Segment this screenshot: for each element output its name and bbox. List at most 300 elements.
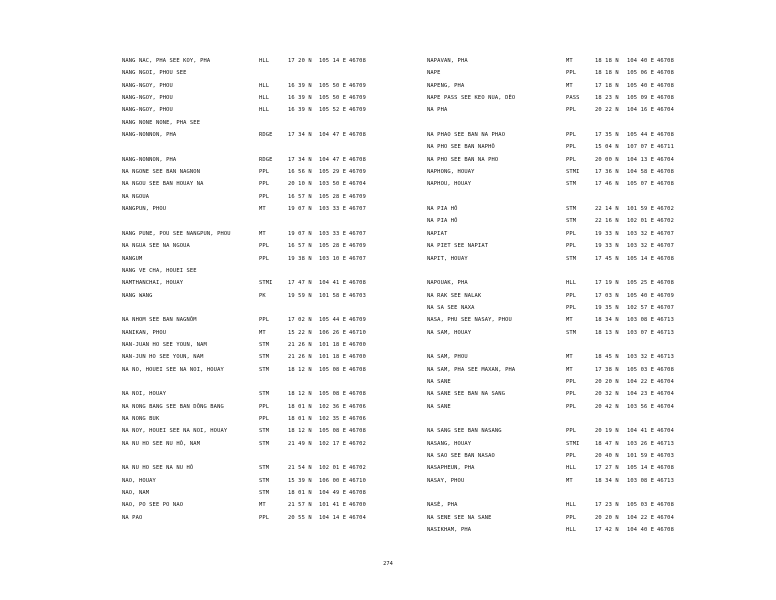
sheet-code: 46702 [349,440,366,447]
sheet-code: 46702 [657,218,674,225]
gazetteer-entry [122,351,462,363]
latitude: 20 00 N [595,156,619,163]
gazetteer-entry [427,512,767,524]
gazetteer-entry [122,450,462,462]
longitude: 104 47 E [319,132,347,139]
feature-type: PPL [259,415,270,422]
gazetteer-entry [427,327,767,339]
longitude: 104 40 E [627,58,655,64]
latitude: 19 33 N [595,230,619,237]
sheet-code: 46713 [657,477,674,484]
feature-type: MT [566,82,573,89]
place-name: NAPOUAK, PHA [427,280,468,287]
longitude: 101 18 E [319,341,347,348]
sheet-code: 46708 [657,82,674,89]
place-name: NA NONG BUK [122,415,160,422]
gazetteer-entry [427,388,767,400]
sheet-code: 46709 [349,193,366,200]
place-name: NASIKHAM, PHA [427,527,472,534]
feature-type: MT [259,206,266,213]
feature-type: PPL [566,292,577,299]
sheet-code: 46704 [657,391,674,398]
longitude: 105 44 E [627,132,655,139]
place-name: NA NO, HOUEI SEE NA NOI, HOUAY [122,366,224,373]
feature-type: STM [566,329,577,336]
gazetteer-entry [122,228,462,240]
sheet-code: 46706 [349,415,366,422]
latitude: 18 18 N [595,58,619,64]
gazetteer-entry [427,339,767,351]
feature-type: PPL [566,378,577,385]
longitude: 104 49 E [319,490,347,497]
feature-type: PPL [259,255,270,262]
feature-type: PPL [566,428,577,435]
feature-type: RDGE [259,132,273,139]
longitude: 103 50 E [319,181,347,188]
feature-type: HLL [566,527,577,534]
latitude: 16 39 N [288,95,312,102]
gazetteer-entry [427,117,767,129]
longitude: 105 40 E [627,82,655,89]
gazetteer-entry [122,487,462,499]
place-name: NA PHO SEE BAN NA PHO [427,156,499,163]
latitude: 20 32 N [595,391,619,398]
place-name: NA SAM, PHA SEE MAXAN, PHA [427,366,516,373]
latitude: 19 59 N [288,292,312,299]
latitude: 19 35 N [595,304,619,311]
feature-type: MT [259,502,266,509]
sheet-code: 46708 [349,58,366,64]
place-name: NANG NONE NONE, PHA SEE [122,119,201,126]
gazetteer-entry [122,191,462,203]
sheet-code: 46708 [657,366,674,373]
feature-type: STM [259,366,270,373]
sheet-code: 46713 [657,329,674,336]
feature-type: STM [566,181,577,188]
place-name: NANG VE CHA, HOUEI SEE [122,267,197,274]
gazetteer-entry [427,215,767,227]
sheet-code: 46713 [657,317,674,324]
gazetteer-entry [427,524,767,536]
latitude: 20 19 N [595,428,619,435]
feature-type: HLL [259,95,270,102]
longitude: 103 07 E [627,329,655,336]
place-name: NAPAVAN, PHA [427,58,468,64]
latitude: 17 34 N [288,132,312,139]
gazetteer-entry [427,55,767,67]
longitude: 104 40 E [627,527,655,534]
place-name: NANIKAN, PHOU [122,329,167,336]
longitude: 102 35 E [319,415,347,422]
gazetteer-entry [427,425,767,437]
longitude: 105 07 E [627,181,655,188]
latitude: 17 34 N [288,156,312,163]
gazetteer-entry [427,92,767,104]
longitude: 105 08 E [319,428,347,435]
sheet-code: 46708 [657,169,674,176]
longitude: 103 08 E [627,317,655,324]
place-name: NANGPUN, PHOU [122,206,167,213]
place-name: NAO, HOUAY [122,477,156,484]
feature-type: MT [566,58,573,64]
feature-type: HLL [566,465,577,472]
feature-type: PPL [259,403,270,410]
longitude: 105 09 E [627,95,655,102]
gazetteer-entry [427,178,767,190]
gazetteer-entry [427,401,767,413]
gazetteer-column-right [427,55,767,536]
feature-type: STM [259,477,270,484]
gazetteer-entry [122,277,462,289]
feature-type: PPL [566,144,577,151]
longitude: 105 14 E [627,465,655,472]
longitude: 105 44 E [319,317,347,324]
sheet-code: 46708 [349,428,366,435]
longitude: 101 59 E [627,206,655,213]
latitude: 21 57 N [288,502,312,509]
place-name: NANGUM [122,255,143,262]
feature-type: PPL [259,169,270,176]
gazetteer-entry [427,191,767,203]
place-name: NAPHONG, HOUAY [427,169,475,176]
longitude: 104 41 E [627,428,655,435]
gazetteer-entry [122,215,462,227]
gazetteer-entry [427,438,767,450]
place-name: NAPIT, HOUAY [427,255,468,262]
latitude: 18 47 N [595,440,619,447]
gazetteer-entry [122,376,462,388]
feature-type: STMI [259,280,273,287]
gazetteer-entry [122,253,462,265]
place-name: NA PIET SEE NAPIAT [427,243,489,250]
gazetteer-entry [427,302,767,314]
gazetteer-entry [122,117,462,129]
sheet-code: 46704 [657,514,674,521]
longitude: 102 36 E [319,403,347,410]
longitude: 105 29 E [319,169,347,176]
feature-type: PPL [259,193,270,200]
gazetteer-entry [427,450,767,462]
place-name: NA NGONE SEE BAN NAGNON [122,169,201,176]
feature-type: PPL [566,453,577,459]
sheet-code: 46708 [657,95,674,102]
latitude: 17 02 N [288,317,312,324]
place-name: NA NOI, HOUAY [122,391,167,398]
latitude: 21 26 N [288,341,312,348]
gazetteer-entry [122,512,462,524]
gazetteer-entry [122,302,462,314]
longitude: 103 26 E [627,440,655,447]
latitude: 19 07 N [288,230,312,237]
feature-type: HLL [259,82,270,89]
place-name: NASÈ, PHA [427,502,458,509]
gazetteer-entry [427,376,767,388]
place-name: NANG NAC, PHA SEE KOY, PHA [122,58,211,64]
sheet-code: 46704 [657,378,674,385]
place-name: NAPE [427,70,441,77]
sheet-code: 46707 [349,230,366,237]
longitude: 101 41 E [319,502,347,509]
sheet-code: 46707 [349,206,366,213]
place-name: NA PIA HÔ [427,218,458,225]
gazetteer-entry [427,253,767,265]
longitude: 103 32 E [627,354,655,361]
feature-type: PPL [566,403,577,410]
place-name: NAO, PO SEE PO NAO [122,502,184,509]
gazetteer-entry [427,104,767,116]
sheet-code: 46700 [349,354,366,361]
sheet-code: 46708 [349,280,366,287]
latitude: 18 34 N [595,317,619,324]
place-name: NANG NGOI, PHOU SEE [122,70,187,77]
gazetteer-entry [122,265,462,277]
sheet-code: 46704 [657,428,674,435]
longitude: 102 57 E [627,304,655,311]
gazetteer-entry [427,228,767,240]
feature-type: PPL [566,391,577,398]
gazetteer-entry [122,327,462,339]
sheet-code: 46713 [657,440,674,447]
longitude: 104 47 E [319,156,347,163]
place-name: NANG-NONNON, PHA [122,156,177,163]
gazetteer-entry [427,166,767,178]
sheet-code: 46708 [349,490,366,497]
gazetteer-entry [427,314,767,326]
gazetteer-entry [427,265,767,277]
latitude: 22 14 N [595,206,619,213]
sheet-code: 46708 [657,465,674,472]
place-name: NA NGOU SEE BAN HOUAY NA [122,181,204,188]
sheet-code: 46709 [349,95,366,102]
feature-type: PPL [259,317,270,324]
longitude: 103 33 E [319,206,347,213]
gazetteer-entry [427,487,767,499]
latitude: 18 18 N [595,70,619,77]
latitude: 18 12 N [288,366,312,373]
sheet-code: 46708 [349,132,366,139]
latitude: 21 54 N [288,465,312,472]
sheet-code: 46709 [349,169,366,176]
longitude: 104 22 E [627,514,655,521]
feature-type: STM [259,490,270,497]
latitude: 20 20 N [595,378,619,385]
gazetteer-entry [427,154,767,166]
place-name: NA SAM, PHOU [427,354,468,361]
feature-type: STM [566,218,577,225]
sheet-code: 46708 [349,366,366,373]
gazetteer-entry [427,364,767,376]
feature-type: PPL [259,243,270,250]
longitude: 105 28 E [319,243,347,250]
sheet-code: 46707 [657,230,674,237]
sheet-code: 46707 [349,255,366,262]
longitude: 104 14 E [319,514,347,521]
feature-type: STM [259,341,270,348]
latitude: 20 42 N [595,403,619,410]
gazetteer-entry [122,154,462,166]
place-name: NA NHOM SEE BAN NAGNÔM [122,317,197,324]
place-name: NA PHAO SEE BAN NA PHAO [427,132,506,139]
gazetteer-entry [122,413,462,425]
latitude: 20 22 N [595,107,619,114]
feature-type: STM [566,206,577,213]
longitude: 101 59 E [627,453,655,459]
latitude: 18 01 N [288,490,312,497]
sheet-code: 46703 [349,292,366,299]
latitude: 20 20 N [595,514,619,521]
page-number: 274 [383,561,393,567]
place-name: NA SANE [427,403,451,410]
place-name: NAMTHANCHAI, HOUAY [122,280,184,287]
feature-type: PPL [566,156,577,163]
feature-type: STM [259,354,270,361]
gazetteer-entry [122,104,462,116]
sheet-code: 46700 [349,502,366,509]
longitude: 103 10 E [319,255,347,262]
sheet-code: 46706 [349,403,366,410]
longitude: 103 32 E [627,230,655,237]
place-name: NA SANE SEE BAN NA SANG [427,391,506,398]
longitude: 103 56 E [627,403,655,410]
latitude: 15 04 N [595,144,619,151]
gazetteer-entry [122,388,462,400]
sheet-code: 46709 [349,82,366,89]
longitude: 106 26 E [319,329,347,336]
gazetteer-entry [122,203,462,215]
latitude: 19 33 N [595,243,619,250]
latitude: 17 03 N [595,292,619,299]
place-name: NASAY, PHOU [427,477,465,484]
latitude: 16 56 N [288,169,312,176]
latitude: 22 16 N [595,218,619,225]
sheet-code: 46708 [657,502,674,509]
feature-type: STM [259,428,270,435]
latitude: 16 39 N [288,107,312,114]
sheet-code: 46707 [657,304,674,311]
latitude: 18 12 N [288,391,312,398]
longitude: 105 03 E [627,366,655,373]
gazetteer-entry [122,141,462,153]
latitude: 17 20 N [288,58,312,64]
feature-type: MT [566,366,573,373]
longitude: 105 52 E [319,107,347,114]
longitude: 103 33 E [319,230,347,237]
longitude: 105 25 E [627,280,655,287]
sheet-code: 46708 [657,58,674,64]
place-name: NASA, PHU SEE NASAY, PHOU [427,317,512,324]
feature-type: HLL [259,58,270,64]
place-name: NA NGOUA [122,193,150,200]
longitude: 105 08 E [319,366,347,373]
feature-type: PPL [566,514,577,521]
feature-type: MT [566,317,573,324]
gazetteer-entry [122,166,462,178]
longitude: 102 01 E [627,218,655,225]
latitude: 17 36 N [595,169,619,176]
place-name: NA NGUA SEE NA NGOUA [122,243,190,250]
place-name: NA PHA [427,107,448,114]
longitude: 104 41 E [319,280,347,287]
longitude: 101 58 E [319,292,347,299]
feature-type: MT [259,230,266,237]
longitude: 106 00 E [319,477,347,484]
sheet-code: 46708 [657,181,674,188]
place-name: NANG-NGOY, PHOU [122,82,173,89]
gazetteer-entry [427,475,767,487]
latitude: 17 47 N [288,280,312,287]
place-name: NAPHOU, HOUAY [427,181,472,188]
feature-type: HLL [259,107,270,114]
longitude: 105 03 E [627,502,655,509]
place-name: NANG-NGOY, PHOU [122,107,173,114]
gazetteer-entry [427,462,767,474]
feature-type: HLL [566,502,577,509]
place-name: NAN-JUAN HO SEE YOUN, NAM [122,341,207,348]
latitude: 17 35 N [595,132,619,139]
place-name: NAPENG, PHA [427,82,465,89]
sheet-code: 46700 [349,341,366,348]
place-name: NAPE PASS SEE KEO NUA, DÈO [427,95,516,102]
longitude: 103 32 E [627,243,655,250]
longitude: 105 06 E [627,70,655,77]
sheet-code: 46709 [657,292,674,299]
latitude: 18 13 N [595,329,619,336]
place-name: NA NU HO SEE NA NU HÔ [122,465,194,472]
feature-type: STMI [566,440,580,447]
sheet-code: 46704 [657,156,674,163]
place-name: NANG-NONNON, PHA [122,132,177,139]
latitude: 15 39 N [288,477,312,484]
sheet-code: 46713 [657,354,674,361]
gazetteer-entry [122,425,462,437]
sheet-code: 46709 [349,107,366,114]
sheet-code: 46710 [349,477,366,484]
gazetteer-entry [122,499,462,511]
sheet-code: 46708 [657,255,674,262]
gazetteer-entry [122,67,462,79]
longitude: 104 16 E [627,107,655,114]
feature-type: PPL [566,70,577,77]
gazetteer-entry [122,438,462,450]
place-name: NA SAO SEE BAN NASAO [427,453,495,459]
gazetteer-entry [122,178,462,190]
gazetteer-entry [122,339,462,351]
feature-type: STM [259,465,270,472]
longitude: 105 28 E [319,193,347,200]
feature-type: PPL [566,107,577,114]
sheet-code: 46704 [349,514,366,521]
longitude: 105 40 E [627,292,655,299]
place-name: NA SANE [427,378,451,385]
place-name: NAO, NAM [122,490,150,497]
place-name: NA SANG SEE BAN NASANG [427,428,502,435]
sheet-code: 46710 [349,329,366,336]
latitude: 20 55 N [288,514,312,521]
longitude: 104 13 E [627,156,655,163]
gazetteer-entry [122,401,462,413]
latitude: 18 12 N [288,428,312,435]
gazetteer-entry [427,413,767,425]
sheet-code: 46704 [349,181,366,188]
place-name: NA SA SEE NAXA [427,304,475,311]
sheet-code: 46708 [657,527,674,534]
latitude: 17 42 N [595,527,619,534]
place-name: NA NU HO SEE NU HÔ, NAM [122,440,201,447]
feature-type: MT [566,354,573,361]
latitude: 15 22 N [288,329,312,336]
place-name: NANG WANG [122,292,153,299]
feature-type: PPL [566,230,577,237]
